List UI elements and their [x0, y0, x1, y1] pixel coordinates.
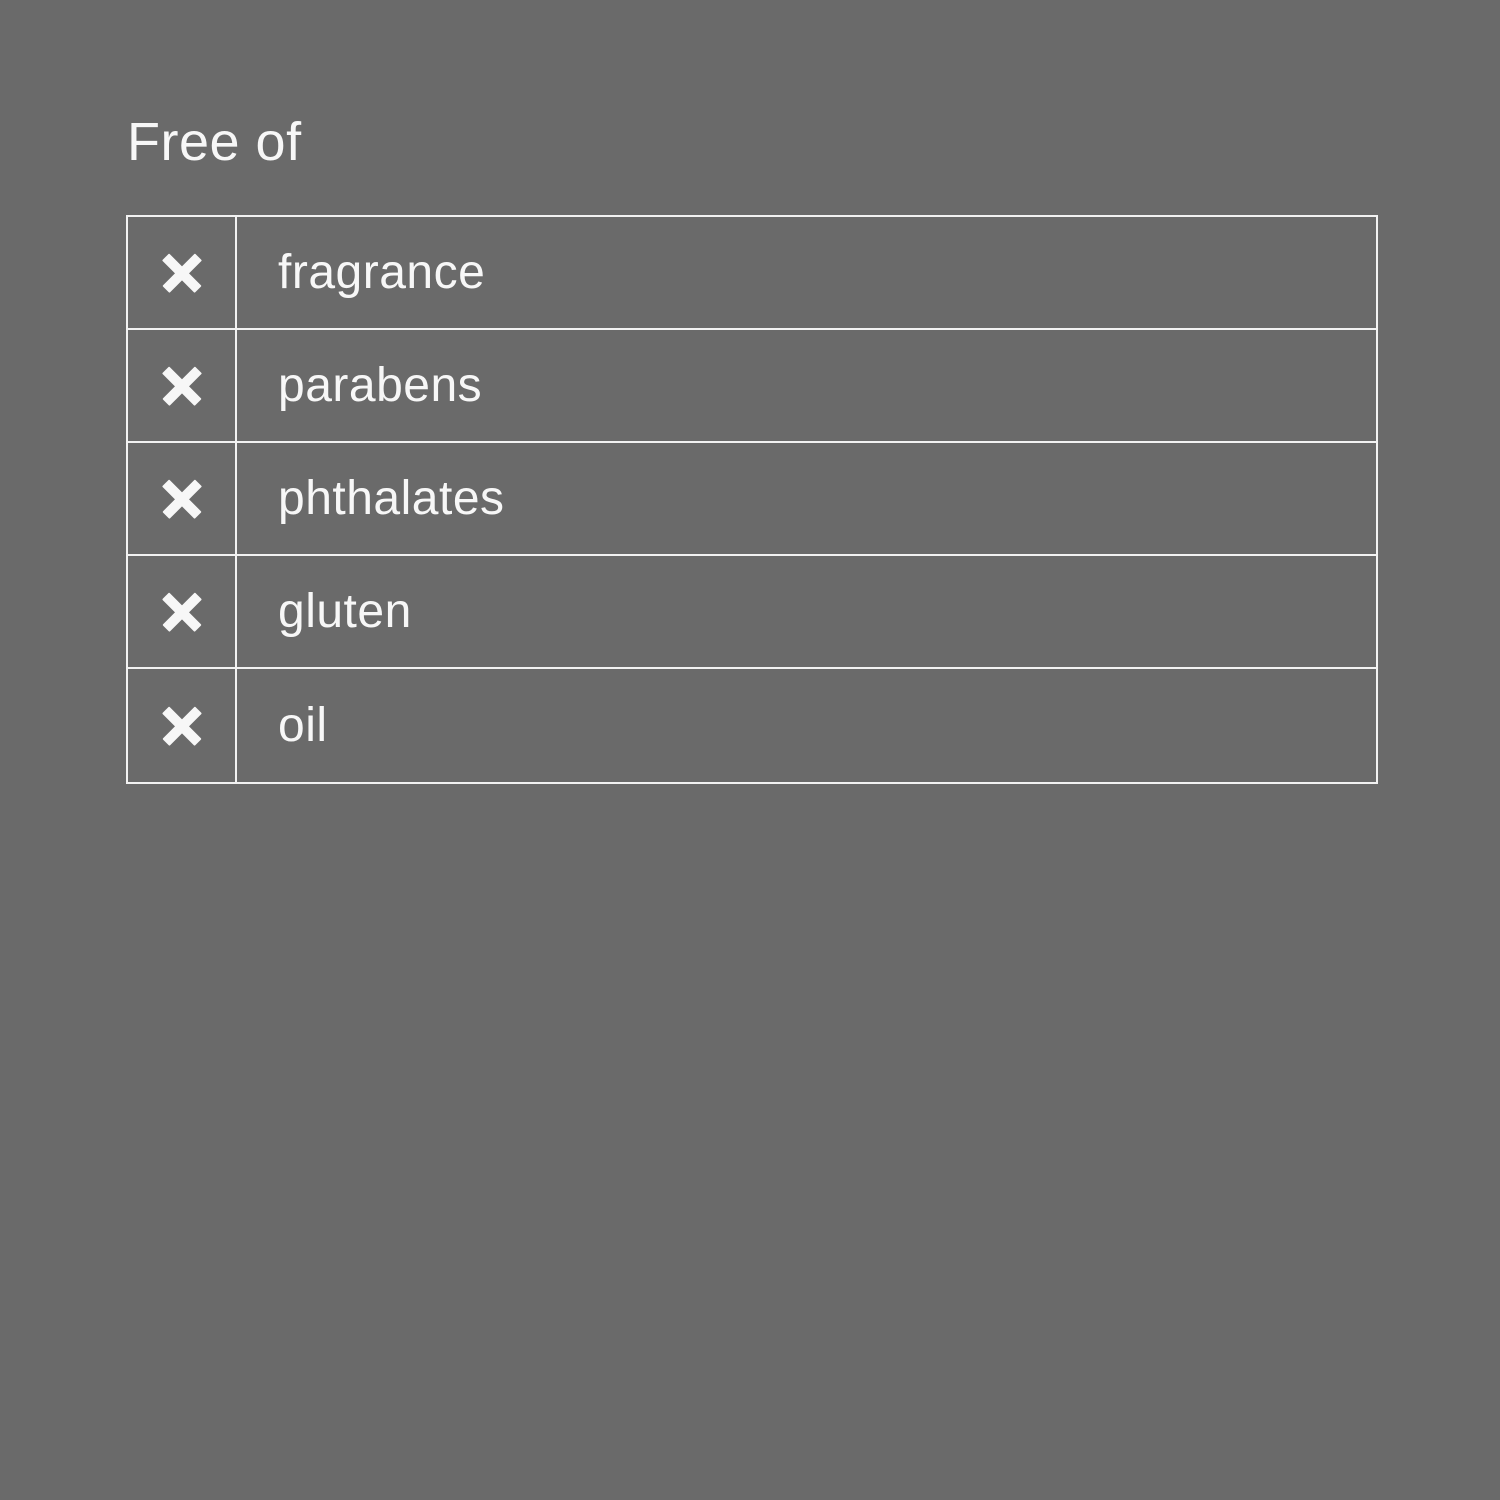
table-row [128, 330, 1376, 443]
icon-cell [128, 443, 237, 554]
panel-title: Free of [127, 112, 302, 172]
x-mark-icon [162, 706, 202, 746]
row-label: parabens [278, 359, 483, 412]
row-label: gluten [278, 585, 412, 638]
x-mark-icon [162, 253, 202, 293]
icon-cell [128, 217, 237, 328]
row-label: fragrance [278, 246, 486, 299]
row-label: phthalates [278, 472, 505, 525]
table-row [128, 556, 1376, 669]
x-mark-icon [162, 592, 202, 632]
x-mark-icon [162, 479, 202, 519]
icon-cell [128, 669, 237, 782]
table-row [128, 669, 1376, 782]
table-row [128, 443, 1376, 556]
icon-cell [128, 330, 237, 441]
table-row [128, 217, 1376, 330]
free-of-table [126, 215, 1378, 784]
x-mark-icon [162, 366, 202, 406]
row-label: oil [278, 699, 328, 752]
icon-cell [128, 556, 237, 667]
